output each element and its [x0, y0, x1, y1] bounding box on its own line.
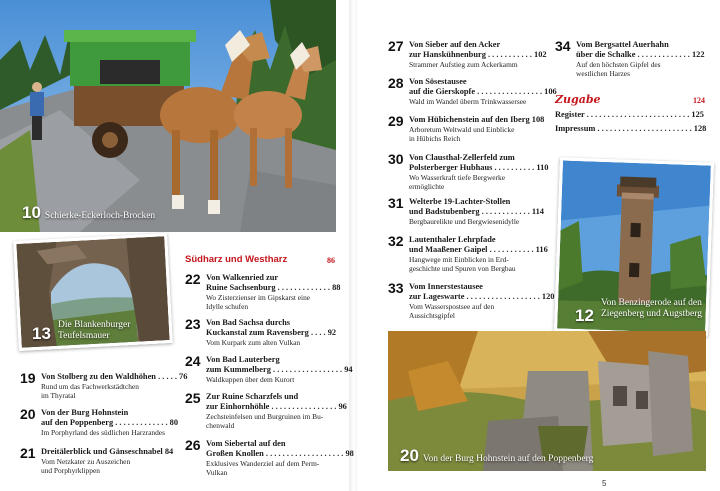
toc-title-line2: Großen Knollen . . . . . . . . . . . . . . . . . . . 98 [206, 449, 354, 458]
toc-title-line2: zur Lageswarte . . . . . . . . . . . . . . . . . . 120 [409, 292, 555, 301]
toc-title-line2: zur Hanskühnenburg . . . . . . . . . . . 102 [409, 50, 547, 59]
toc-entry-26[interactable] [185, 437, 354, 479]
toc-title-line2: zum Kummelberg . . . . . . . . . . . . . . . . . 94 [206, 365, 353, 374]
toc-number: 23 [185, 316, 201, 332]
toc-title-line2: auf die Gierskopfe . . . . . . . . . . . . . . . . 106 [409, 87, 557, 96]
toc-title: Von Bad Lauterberg [206, 355, 280, 364]
toc-subtitle: Bergbaurelikte und Bergwiesenidylle [409, 217, 520, 226]
toc-title: Lautenthaler Lehrpfade [409, 235, 496, 244]
toc-entry-22[interactable] [185, 273, 350, 309]
toc-entry-24[interactable] [185, 353, 353, 385]
toc-entry-27[interactable] [388, 40, 548, 72]
toc-title: Von Bad Sachsa durchs [206, 318, 291, 327]
toc-subtitle: Wo Zisterzienser im Gipskarst eine [206, 293, 311, 302]
toc-number: 21 [20, 445, 36, 461]
toc-title: Von Walkenried zur [206, 273, 279, 282]
toc-subtitle: Aussichtsgipfel [409, 311, 455, 320]
photo-caption-line1: Die Blankenburger [58, 320, 131, 330]
toc-number: 22 [185, 271, 201, 287]
toc-subtitle: Vom Kurpark zum alten Vulkan [206, 338, 301, 347]
toc-title-line2: und Badstubenberg . . . . . . . . . . . . 114 [409, 207, 544, 216]
toc-entry-25[interactable] [185, 392, 350, 428]
toc-subtitle: Wald im Wandel überm Trinkwassersee [409, 97, 527, 106]
toc-title: Dreitälerblick und Gänseschnabel 84 [41, 447, 174, 456]
toc-title: Von Stolberg zu den Waldhöhen . . . . . 76 [41, 372, 188, 381]
photo-caption-text: Von der Burg Hohnstein auf den Poppenberg [422, 454, 594, 464]
photo-caption-line1: Von Benzingerode auf den [601, 298, 702, 308]
horse-carriage-photo [0, 0, 336, 232]
toc-entry-32[interactable] [388, 235, 548, 271]
toc-subtitle: Vulkan [206, 468, 228, 477]
zugabe-heading: Zugabe [555, 93, 601, 106]
toc-subtitle: chenwald [206, 421, 235, 430]
toc-title-line2: Ruine Sachsenburg . . . . . . . . . . . . . 88 [206, 283, 341, 292]
toc-impressum[interactable]: Impressum . . . . . . . . . . . . . . . . . . . . . . . 128 [555, 124, 707, 133]
photo-number: 13 [32, 324, 51, 343]
toc-entry-34[interactable] [555, 40, 705, 76]
toc-subtitle: in Hübichs Reich [409, 134, 461, 143]
toc-title-line2: über die Schalke . . . . . . . . . . . . . 122 [576, 50, 705, 59]
toc-entry-31[interactable] [388, 197, 548, 229]
toc-subtitle: Exklusives Wanderziel auf dem Perm- [206, 459, 320, 468]
toc-subtitle: ermöglichte [409, 182, 445, 191]
toc-title: Welterbe 19-Lachter-Stollen [409, 197, 511, 206]
toc-subtitle: Zechsteinfelsen und Burgruinen im Bu- [206, 412, 324, 421]
toc-subtitle: Vom Wasserspostsee auf den [409, 302, 495, 311]
photo-number: 20 [400, 446, 419, 465]
photo-caption-10 [22, 203, 155, 223]
toc-entry-20[interactable] [20, 408, 190, 438]
toc-subtitle: westlichen Harzes [576, 69, 630, 78]
toc-number: 29 [388, 113, 404, 129]
toc-entry-30[interactable] [388, 153, 548, 189]
toc-number: 33 [388, 280, 404, 296]
toc-subtitle: Rund um das Fachwerkstädtchen [41, 382, 139, 391]
toc-number: 32 [388, 233, 404, 249]
toc-number: 26 [185, 437, 201, 453]
toc-subtitle: Hangwege mit Einblicken in Erd- [409, 255, 509, 264]
photo-caption-line2: Teufelsmauer [58, 331, 110, 341]
photo-number: 10 [22, 203, 41, 222]
toc-entry-21[interactable] [20, 447, 190, 477]
photo-caption-text: Schierke-Eckerloch-Brocken [44, 211, 156, 221]
toc-number: 27 [388, 38, 404, 54]
toc-title: Von Sieber auf den Acker [409, 40, 501, 49]
toc-entry-19[interactable] [20, 372, 190, 402]
toc-number: 25 [185, 390, 201, 406]
toc-subtitle: Arboretum Weltwald und Einblicke [409, 125, 515, 134]
toc-subtitle: Strammer Aufstieg zum Ackerkamm [409, 60, 518, 69]
toc-title-line2: und Maaßener Gaipel . . . . . . . . . . . 116 [409, 245, 548, 254]
toc-title: Von der Burg Hohnstein [41, 408, 129, 417]
toc-entry-29[interactable] [388, 115, 548, 147]
toc-title: Vom Hübichenstein auf den Iberg 108 [409, 115, 545, 124]
toc-subtitle: und Porphyrklippen [41, 466, 100, 475]
page-number: 5 [602, 479, 607, 488]
section-page: 86 [327, 256, 335, 265]
photo-caption-line2: Ziegenberg und Augstberg [601, 309, 702, 319]
toc-number: 28 [388, 75, 404, 91]
toc-subtitle: Idylle schufen [206, 302, 249, 311]
toc-register[interactable]: Register . . . . . . . . . . . . . . . . . . . . . . . . . 125 [555, 110, 704, 119]
photo-number: 12 [575, 306, 594, 325]
toc-subtitle: geschichte und Spuren von Bergbau [409, 264, 516, 273]
toc-number: 24 [185, 353, 201, 369]
toc-title: Zur Ruine Scharzfels und [206, 392, 299, 401]
zugabe-page: 124 [693, 96, 705, 105]
toc-entry-33[interactable] [388, 280, 555, 320]
toc-subtitle: Waldkuppen über dem Kurort [206, 375, 295, 384]
toc-subtitle: im Thyratal [41, 391, 76, 400]
toc-title: Vom Siebertal auf den [206, 439, 286, 448]
toc-title-line2: Polsterberger Hubhaus . . . . . . . . . . 110 [409, 163, 549, 172]
toc-entry-28[interactable] [388, 75, 557, 109]
toc-subtitle: Wo Wasserkraft tiefe Bergwerke [409, 173, 506, 182]
toc-number: 20 [20, 406, 36, 422]
toc-title: Vom Innerstestausee [409, 282, 483, 291]
toc-number: 31 [388, 195, 404, 211]
toc-title-line2: Kuckanstal zum Ravensberg . . . . 92 [206, 328, 337, 337]
toc-entry-23[interactable] [185, 318, 350, 348]
section-title: Südharz und Westharz [185, 254, 288, 265]
toc-number: 34 [555, 38, 571, 54]
toc-subtitle: Vom Netzkater zu Auszeichen [41, 457, 131, 466]
toc-title: Vom Bergsattel Auerhahn [576, 40, 669, 49]
toc-number: 30 [388, 151, 404, 167]
toc-number: 19 [20, 370, 36, 386]
book-gutter [349, 0, 357, 491]
toc-title-line2: auf den Poppenberg . . . . . . . . . . . . . 80 [41, 418, 179, 427]
toc-title: Von Clausthal-Zellerfeld zum [409, 153, 515, 162]
toc-title-line2: zur Einhornhöhle . . . . . . . . . . . . . . . . 96 [206, 402, 347, 411]
toc-title: Von Sösestausee [409, 77, 467, 86]
toc-subtitle: Im Porphyrland des südlichen Harzrandes [41, 428, 165, 437]
photo-caption-20 [400, 446, 593, 466]
toc-subtitle: Auf den höchsten Gipfel des [576, 60, 661, 69]
